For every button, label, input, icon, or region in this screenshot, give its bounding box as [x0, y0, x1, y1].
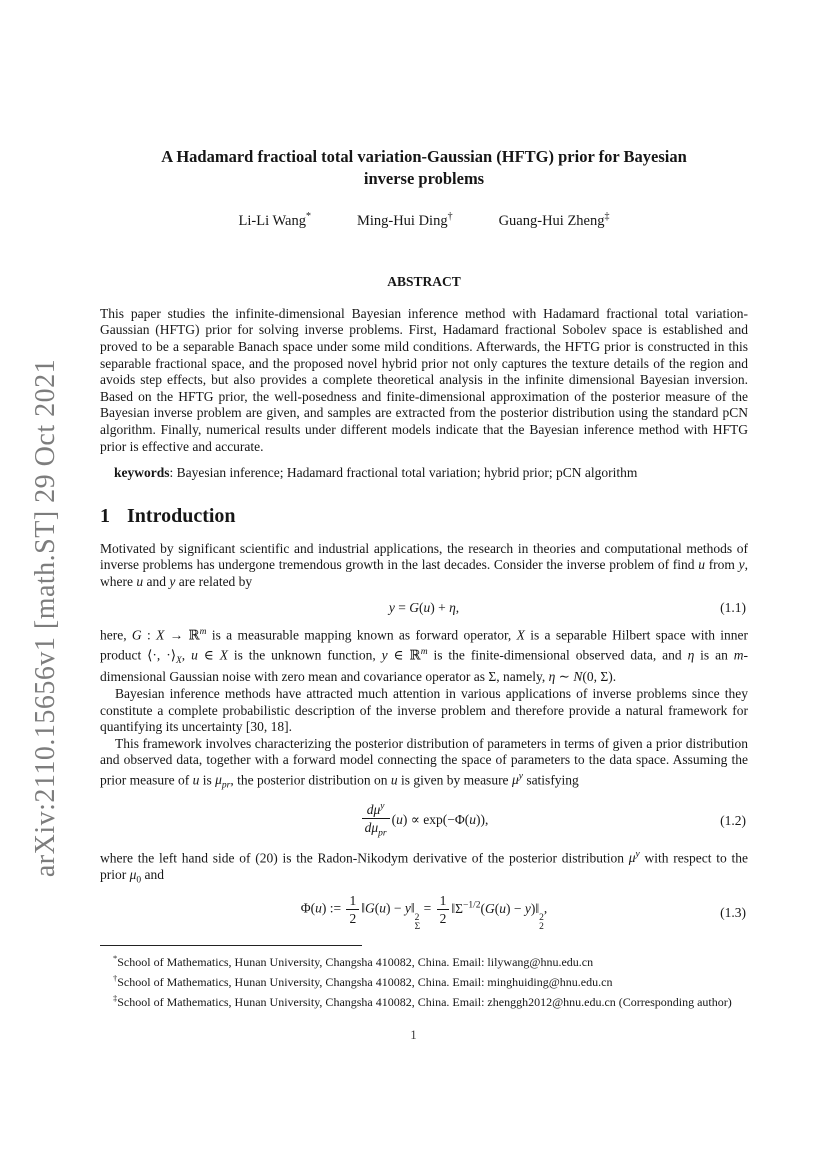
fraction-denominator: $d\mu_{pr}$	[364, 820, 387, 839]
equation-1-1-tag: (1.1)	[720, 599, 746, 615]
equation-1-3-lhs: Φ(u) :=	[300, 900, 345, 916]
norm-1-superscript: 2	[414, 912, 420, 923]
author-1-name: Li-Li Wang	[238, 212, 306, 229]
intro-paragraph-2: here, G : X → ℝ$^m$ is a measurable mapping known as forward operator, X is a separable Hilbert space with inner product ⟨·, $\cdot⟩_X$, u ∈ X is the unknown function, y ∈ ℝ$^m$ is the finite-dimensional observed data, and η is an m-dimensional Gaussian noise with zero mean and covariance operator as Σ, namely, η ∼ N(0, Σ).	[100, 626, 749, 685]
abstract-heading: ABSTRACT	[387, 273, 461, 289]
norm-2-superscript: 2	[539, 912, 544, 923]
author-3-footnote-mark: ‡	[604, 211, 610, 222]
fraction-numerator: 1	[437, 893, 450, 910]
footnote-3-text: School of Mathematics, Hunan University, Changsha 410082, China. Email: zhenggh2012@hnu.edu.cn (Corresponding author)	[117, 994, 732, 1009]
equation-1-3-comma: ,	[543, 900, 548, 916]
author-2	[357, 211, 453, 230]
author-list	[100, 211, 748, 230]
intro-paragraph-3: Bayesian inference methods have attracted much attention in various applications of inverse problems since they constitute a complete probabilistic description of the inverse problem and therefore provide a natural framework for quantifying its uncertainty [30, 18].	[100, 686, 748, 735]
intro-paragraph-5: where the left hand side of (20) is the Radon-Nikodym derivative of the posterior distribution $\mu^y$ with respect to the prior $\mu_0$ and	[100, 849, 748, 886]
keywords-line	[100, 465, 748, 482]
norm-2-subscript: 2	[539, 922, 544, 933]
footnote-3	[100, 990, 748, 1010]
footnote-2-mark: †	[113, 972, 118, 983]
fraction-denominator: 2	[439, 911, 447, 927]
norm-2-scripts	[539, 914, 544, 933]
equation-1-2-fraction	[362, 800, 390, 842]
arxiv-watermark: arXiv:2110.15656v1 [math.ST] 29 Oct 2021	[30, 358, 61, 878]
section-1-title: Introduction	[127, 504, 236, 527]
equation-1-2-rhs: (u) ∝ exp(−Φ(u)),	[391, 811, 489, 827]
footnote-1-mark: *	[113, 952, 118, 963]
author-1	[239, 211, 311, 230]
section-1-number: 1	[100, 504, 110, 527]
equation-1-3-norm-2: $‖\Sigma^{-1/2}(G(u)$ − y)‖	[451, 900, 540, 916]
paper-page	[100, 0, 748, 1010]
equation-1-3-fraction-2	[437, 893, 450, 926]
equation-1-3	[100, 893, 748, 933]
footnote-rule	[100, 945, 362, 946]
equation-1-2-tag: (1.2)	[720, 812, 746, 828]
footnote-3-mark: ‡	[113, 992, 118, 1003]
fraction-numerator: $d\mu^y$	[362, 800, 390, 820]
author-2-name: Ming-Hui Ding	[356, 212, 448, 229]
equation-1-1-body: y = G(u) + η,	[388, 599, 460, 615]
fraction-denominator: 2	[349, 911, 357, 927]
keywords-label: keywords	[114, 465, 170, 481]
equation-1-3-norm-1: ‖G(u) − y‖	[361, 900, 415, 916]
equation-1-1	[100, 600, 748, 616]
equation-1-3-fraction-1	[346, 893, 359, 926]
intro-paragraph-4: This framework involves characterizing the posterior distribution of parameters in terms of given a prior distribution and observed data, together with a forward model connecting the space of parameters to the data space. Assuming the prior measure of u is $\mu_{pr}$, the posterior distribution on u is given by measure $\mu^y$ satisfying	[100, 735, 748, 792]
equation-1-3-equals: =	[420, 900, 435, 916]
footnote-2	[100, 970, 748, 990]
author-1-footnote-mark: *	[305, 211, 311, 222]
page-number: 1	[410, 1028, 417, 1042]
abstract-text: This paper studies the infinite-dimensional Bayesian inference method with Hadamard fractional total variation-Gaussian (HFTG) prior for solving inverse problems. First, Hadamard fractional Sobolev space is established and proved to be a separable Banach space under some mild conditions. Afterwards, the HFTG prior is constructed in this separable fractional space, and the proposed novel hybrid prior not only captures the texture details of the region and avoids step effects, but also provides a complete theoretical analysis in the infinite dimensional Bayesian inversion. Based on the HFTG prior, the well-posedness and finite-dimensional approximation of the posterior measure of the Bayesian inverse problem are given, and samples are extracted from the posterior distribution using the standard pCN algorithm. Finally, numerical results under different models indicate that the Bayesian inference method with HFTG prior is effective and accurate.	[100, 305, 748, 454]
intro-paragraph-1: Motivated by significant scientific and industrial applications, the research in theories and computational methods of inverse problems has undergone tremendous growth in the last decades. Consider the inverse problem of find u from y, where u and y are related by	[100, 540, 748, 589]
equation-1-3-tag: (1.3)	[720, 905, 746, 921]
footnote-2-text: School of Mathematics, Hunan University, Changsha 410082, China. Email: minghuiding@hnu.edu.cn	[117, 974, 613, 989]
footnotes	[100, 950, 748, 1010]
paper-title-line1: A Hadamard fractioal total variation-Gaussian (HFTG) prior for Bayesian	[161, 147, 687, 166]
author-3	[499, 211, 610, 230]
keywords-text: : Bayesian inference; Hadamard fractional total variation; hybrid prior; pCN algorithm	[169, 465, 638, 481]
section-1-heading	[100, 505, 748, 528]
equation-1-2	[100, 800, 748, 842]
norm-1-scripts	[415, 914, 421, 933]
footnote-1-text: School of Mathematics, Hunan University, Changsha 410082, China. Email: lilywang@hnu.edu.cn	[117, 954, 594, 969]
author-3-name: Guang-Hui Zheng	[498, 212, 605, 229]
paper-title	[114, 146, 734, 190]
fraction-numerator: 1	[346, 893, 359, 910]
footnote-1	[100, 950, 748, 970]
paper-title-line2: inverse problems	[363, 169, 485, 188]
norm-1-subscript: Σ	[414, 922, 421, 933]
author-2-footnote-mark: †	[447, 211, 453, 222]
